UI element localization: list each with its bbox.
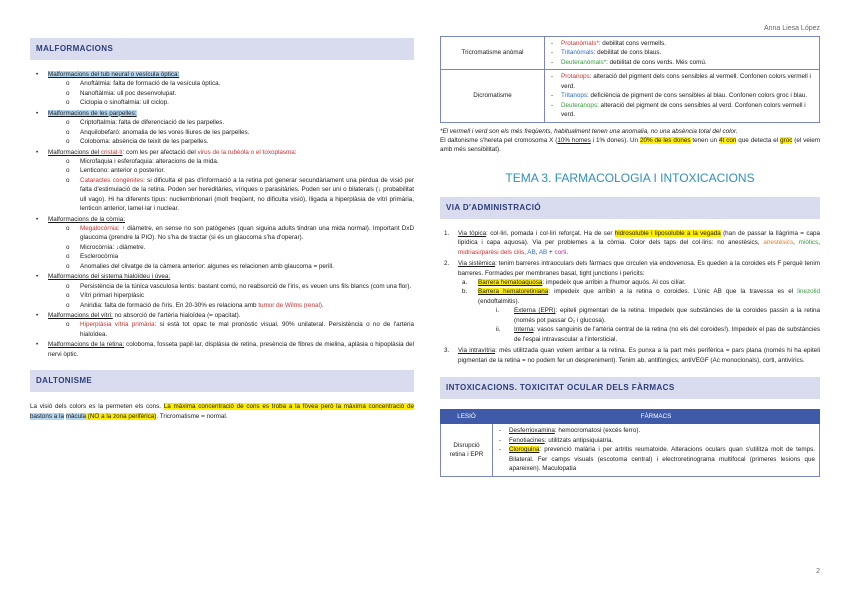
toxicity-table xyxy=(440,409,820,477)
table-cell: Disrupció retina i EPR xyxy=(441,424,493,476)
list-item: o Lenticono: anterior o posterior. xyxy=(66,166,414,175)
sub-item: b. Barrera hematoretiniana: impedeix que arribin a la retina o coroides. L'únic AB que la travessa es el linezolid (endoftalmitis). xyxy=(462,288,820,305)
list-item: o Hiperplàsia vítria primària: si està tot opac te mal pronòstic visual. 90% unilateral. Persistència o no de l'artèria hialoïdea. xyxy=(66,320,414,339)
list-item: o Anquilobefaró: anomalia de les vores lliures de les parpelles. xyxy=(66,128,414,137)
list-item: o Ciclopia o sinoftalmia: ull ciclop. xyxy=(66,98,414,107)
list-item: o Microfaquia i esferofaquia: alteracions de la mida. xyxy=(66,157,414,166)
table-cell: - Protanòmals*: debilitat cons vermells. - Tritanòmals: debilitat de cons blaus. - Deuteranòmals*: debilitat de cons verds. Més comú. xyxy=(545,37,820,70)
page-number: 2 xyxy=(816,567,820,575)
group-heading: Malformacions del sistema hialoïdeu i úvea: xyxy=(48,273,171,281)
group-heading: Malformacions de les parpelles: xyxy=(48,109,137,117)
group-heading: Malformacions de la còrnia: xyxy=(48,215,125,223)
table-row xyxy=(441,37,820,70)
section-header-intox: INTOXICACIONS. TOXICITAT OCULAR DELS FÀRMACS xyxy=(440,377,820,399)
group-heading: Malformacions del cristal·lí xyxy=(48,148,123,156)
list-item: o Megalocòrnia: ↑ diàmetre, en sense no son patògenes (quan siguina adults tindran una mida normal). Important DxD glaucoma (prendre la PIO). No s'ha de tractar (si és un glaucoma s'ha d'operar). xyxy=(66,224,414,243)
list-item: • Malformacions del vítri: no absorció de l'artèria hialoïdea (= opacitat). o Hiperplàsia vítria primària: si està tot opac te mal pronòstic visual. 90% unilateral. Persistència o no de l'artèria hialoïdea. xyxy=(34,311,414,339)
column-header: LESIÓ xyxy=(441,409,493,423)
sub-item: i. Externa (EPR): epiteli pigmentari de la retina. Impedeix que substàncies de la coroides passin a la retina (només pot passar O₂ i glucosa). xyxy=(496,307,820,324)
table-header-row xyxy=(441,409,820,423)
sub-item: ii. Interna: vasos sanguinis de l'artèria central de la retina (no els del coroides!). Impedeix el pas de substàncies de l'espai intravascular a l'intersticial. xyxy=(496,326,820,343)
list-item: o Persistència de la túnica vasculosa lentis: bastant comú, no reabsorció de l'iris, es veuen uns fils blancs (com una flor). xyxy=(66,282,414,291)
list-item: 3. Via intravítria: més utilitzada quan volem arribar a la retina. Es punxa a la part més perifèrica = pars plana (només hi ha epiteli pigmentari de la retina = no podem fer un despreniment). Tenim ab, antifúngics, antiVEGF (Ac monoclonals), corti, antivírics. xyxy=(444,347,820,364)
list-item: o Vítri primari hiperplàsic xyxy=(66,291,414,300)
list-item xyxy=(34,109,414,147)
table-cell: Dicromatisme xyxy=(441,70,545,122)
list-item: • Malformacions de la retina: coloboma, fosseta papil·lar, displàsia de retina, presència de fibres de mielina, aplàsia o hipoplàsia del nervi òptic. xyxy=(34,340,414,359)
table-row xyxy=(441,70,820,122)
table-cell: Tricromatisme anòmal xyxy=(441,37,545,70)
section-header-malformacions: MALFORMACIONS xyxy=(30,38,414,60)
list-item: o Esclerocòrnia xyxy=(66,252,414,261)
table-row xyxy=(441,424,820,476)
list-item: • Malformacions del cristal·lí: com les per afectació del virus de la rubèola o el toxoplasma: o Microfaquia i esferofaquia: alteracions de la mida. o Lenticono: anterior o posterior. o Cataractes congènites: si dificulta el pas d'informació a la retina pot generar secundàriament una pèrdua de visió per falta d'estimulació de la retina. Poden ser hereditàries, víriques o parasitàries. Poden ser uni o bilaterals (↓ probabilitat ull vago). Hi ha diferents tipus: nucliembrionari (molt freqüent, no dificulta visió), lligada a hiperplàsia de vítri primària, lenticon anterior, lamel·lar i nuclear. xyxy=(34,148,414,214)
list-item: o Cataractes congènites: si dificulta el pas d'informació a la retina pot generar secundàriament una pèrdua de visió per falta d'estimulació de la retina. Poden ser hereditàries, víriques o parasitàries. Poden ser uni o bilaterals (↓ probabilitat ull vago). Hi ha diferents tipus: nucliembrionari (molt freqüent, no dificulta visió), lligada a hiperplàsia de vítri primària, lenticon anterior, lamel·lar i nuclear. xyxy=(66,176,414,214)
list-item: 1. Via tòpica: col·liri, pomada i col·liri reforçat. Ha de ser hidrosoluble i liposoluble a la vegada (han de passar la llàgrima = capa lipídica i capa aquosa). Via per problemes a la còrnia. Color dels taps del col·liris: no anestèsics, anestèsics, miòtics, midriasi/parèsi dels cilis, AB, AB + corti. xyxy=(444,229,821,256)
list-item: o Anoftàlmia: falta de formació de la vesícula òptica. xyxy=(66,79,414,88)
left-column xyxy=(30,30,414,421)
sub-item: a. Barrera hematoaquosa: impedeix que arribin a l'humor aquós. Al cos cilíar. xyxy=(462,279,686,286)
malformacions-list xyxy=(30,70,414,359)
via-list xyxy=(440,229,820,365)
table-cell: - Protanops: alteració del pigment dels cons sensibles al vermell. Confonen colors vermell i verd. - Tritanops: deficiència de pigment de cons sensibles al blau. Confonen colors groc i blau. - Deuteranops: alteració del pigment de cons sensibles al verd. Confonen colors vermell i verd. xyxy=(545,70,820,122)
list-item: o Nanoftàlmia: ull poc desenvolupat. xyxy=(66,89,414,98)
group-heading: Malformacions del vítri: xyxy=(48,311,113,319)
list-item: o Aniridia: falta de formació de l'iris. En 20-30% es relaciona amb tumor de Wilms (renal). xyxy=(66,301,414,310)
color-vision-table xyxy=(440,36,820,123)
section-header-via: VIA D'ADMINISTRACIÓ xyxy=(440,197,820,219)
list-item xyxy=(34,272,414,310)
section-header-daltonisme: DALTONISME xyxy=(30,370,414,392)
list-item: o Coloboma: absència de teixit de les parpelles. xyxy=(66,137,414,146)
list-item: o Anomalies del clivatge de la càmera anterior: algunes es relacionen amb glaucoma = perill. xyxy=(66,262,414,271)
list-item xyxy=(34,70,414,108)
right-column xyxy=(440,36,820,477)
list-item xyxy=(34,215,414,272)
list-item: o Microcòrnia: ↓diàmetre. xyxy=(66,243,414,252)
table-cell: - Desferrioxamina: hemocromatosi (excés ferro). - Fenotiacines: utilitzats antipsiquiatria. - Cloroquina: prevenció malària i per artritis reumatoide. Alteracions oculars quan s'utilitza molt de temps. Bilateral. Fer camps visuals (escotoma central) i electroretinograma multifocal (primeres lesions que apareixen). Maculopatia xyxy=(493,424,820,476)
group-heading: Malformacions de la retina: xyxy=(48,341,125,349)
daltonisme-paragraph: La visió dels colors es la permeten els cons. La màxima concentració de cons es troba a la fòvea però la màxima concentració de bastons a la màcula (NO a la zona perifèrica). Tricromatisme = normal. xyxy=(30,403,414,420)
group-heading: Malformacions del tub neural o vesícula òptica: xyxy=(48,71,180,78)
list-item: o Criptoftalmia: falta de diferenciació de les parpelles. xyxy=(66,118,414,127)
chapter-title: TEMA 3. FARMACOLOGIA I INTOXICACIONS xyxy=(505,170,755,185)
column-header: FÀRMACS xyxy=(493,409,820,423)
author-name: Anna Liesa López xyxy=(763,25,820,32)
list-item: 2. Via sistèmica: tenim barreres intraoculars dels fàrmacs que circulen via endovenosa. Es queden a la coroides els F perquè tenim barreres. Formades per membranes basal, tight junctions i pericits: a. Barrera hematoaquosa: impedeix que arribin a l'humor aquós. Al cos cilíar. b. Barrera hematoretiniana: impedeix que arribin a la retina o coroides. L'únic AB que la travessa es el linezolid (endoftalmitis). i. Externa (EPR): epiteli pigmentari de la retina. Impedeix que substàncies de la coroides passin a la retina (només pot passar O₂ i glucosa). ii. Interna: vasos sanguinis de l'artèria central de la retina (no els del coroides!). Impedeix el pas de substàncies de l'espai intravascular a l'intersticial. xyxy=(444,260,821,343)
footnote: *El vermell i verd son els més freqüents, habitualment tenen una anomalia, no una absència total del color. xyxy=(440,127,738,135)
inheritance-paragraph: El daltonisme s'hereta pel cromosoma X (10% homes i 1% dones). Un 20% de les dones tenen un 4t con que detecta el groc (el veiem amb més sensibilitat). xyxy=(440,136,821,154)
